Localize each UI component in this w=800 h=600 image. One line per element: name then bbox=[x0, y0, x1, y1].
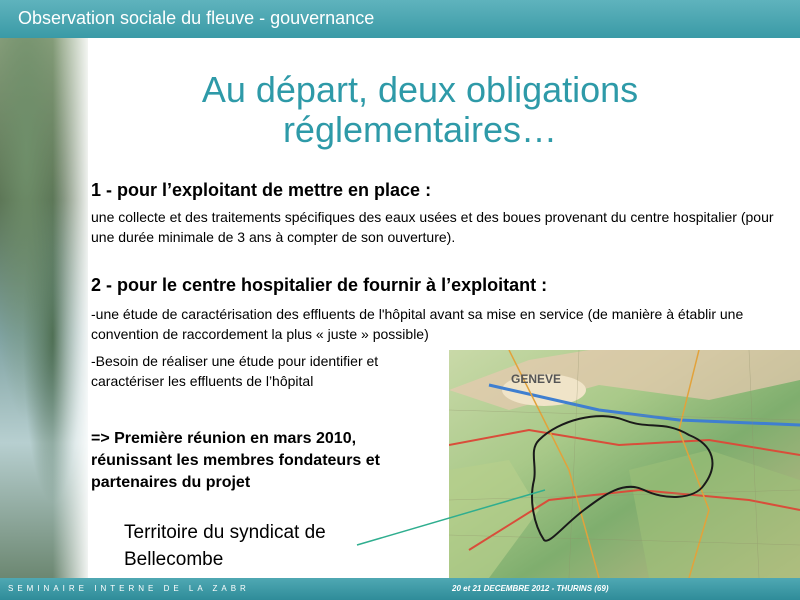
header-bar bbox=[0, 0, 800, 38]
header-title: Observation sociale du fleuve - gouvernance bbox=[18, 8, 375, 28]
footer-seminar-label: SEMINAIRE INTERNE DE LA ZABR bbox=[8, 584, 250, 593]
footer-date-location: 20 et 21 DECEMBRE 2012 - THURINS (69) bbox=[452, 584, 609, 593]
river-photo bbox=[0, 38, 88, 578]
map-city-label: GENEVE bbox=[511, 372, 562, 386]
map-image bbox=[449, 350, 800, 578]
point-2-text: -une étude de caractérisation des effluents de l'hôpital avant sa mise en service (de manière à établir une convention de raccordement la plus « juste » possible) bbox=[91, 306, 744, 342]
slide-title-line-1: Au départ, deux obligations bbox=[201, 69, 639, 110]
point-1-text: une collecte et des traitements spécifiques des eaux usées et des boues provenant du centre hospitalier (pour une durée minimale de 3 ans à compter de son ouverture). bbox=[91, 209, 774, 245]
point-2-heading: 2 - pour le centre hospitalier de fournir à l’exploitant : bbox=[91, 275, 548, 295]
slide-title-line-2: réglementaires… bbox=[282, 109, 558, 150]
point-1-heading: 1 - pour l’exploitant de mettre en place : bbox=[91, 180, 432, 200]
footer-bar bbox=[0, 578, 800, 600]
first-meeting-text: => Première réunion en mars 2010, réunissant les membres fondateurs et partenaires du projet bbox=[91, 430, 380, 491]
slide-title bbox=[150, 70, 690, 150]
map-caption: Territoire du syndicat de Bellecombe bbox=[124, 522, 326, 570]
territory-map bbox=[449, 350, 800, 578]
study-need-text: -Besoin de réaliser une étude pour identifier et caractériser les effluents de l’hôpital bbox=[91, 353, 379, 389]
